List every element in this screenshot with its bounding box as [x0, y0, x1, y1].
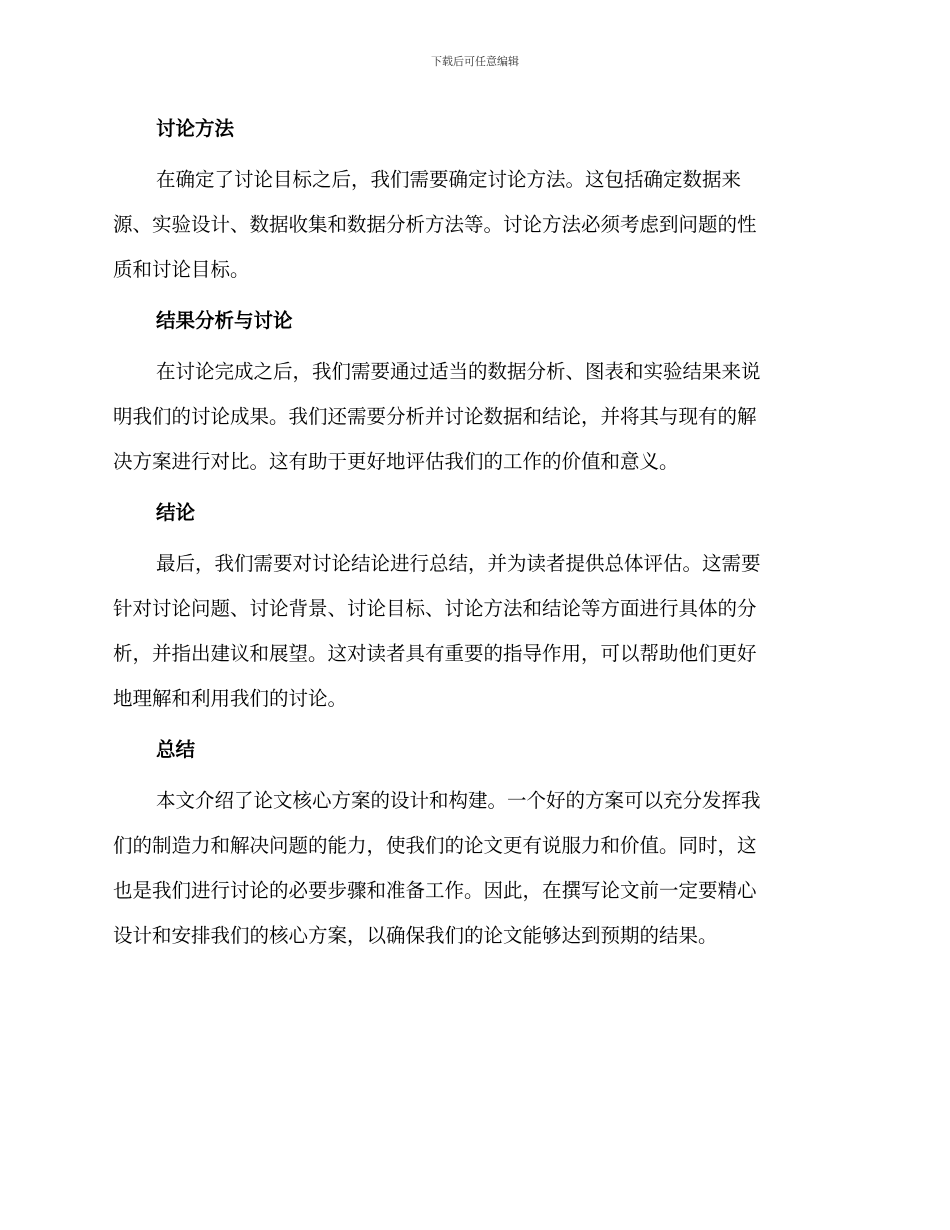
- section-paragraph: [113, 157, 833, 292]
- paragraph-line: 在确定了讨论目标之后，我们需要确定讨论方法。这包括确定数据来: [156, 168, 742, 191]
- document-body: [113, 112, 833, 970]
- section-discussion-method: [113, 112, 833, 292]
- paragraph-line: 也是我们进行讨论的必要步骤和准备工作。因此，在撰写论文前一定要精心: [113, 879, 757, 902]
- paragraph-line: 源、实验设计、数据收集和数据分析方法等。讨论方法必须考虑到问题的性: [113, 213, 757, 236]
- paragraph-line: 设计和安排我们的核心方案，以确保我们的论文能够达到预期的结果。: [113, 924, 718, 947]
- section-heading: 讨论方法: [156, 117, 235, 140]
- paragraph-line: 析，并指出建议和展望。这对读者具有重要的指导作用，可以帮助他们更好: [113, 642, 757, 665]
- paragraph-line: 在讨论完成之后，我们需要通过适当的数据分析、图表和实验结果来说: [156, 360, 761, 383]
- section-paragraph: [113, 541, 833, 721]
- paragraph-line: 最后，我们需要对讨论结论进行总结，并为读者提供总体评估。这需要: [156, 552, 761, 575]
- section-heading: 结论: [156, 501, 196, 524]
- section-heading: 结果分析与讨论: [156, 309, 293, 332]
- section-conclusion: [113, 496, 833, 721]
- paragraph-line: 决方案进行对比。这有助于更好地评估我们的工作的价值和意义。: [113, 450, 679, 473]
- paragraph-line: 明我们的讨论成果。我们还需要分析并讨论数据和结论，并将其与现有的解: [113, 405, 757, 428]
- page-header: 下载后可任意编辑: [431, 55, 519, 68]
- paragraph-line: 们的制造力和解决问题的能力，使我们的论文更有说服力和价值。同时，这: [113, 834, 757, 857]
- section-heading: 总结: [156, 738, 196, 761]
- section-summary: [113, 733, 833, 958]
- paragraph-line: 针对讨论问题、讨论背景、讨论目标、讨论方法和结论等方面进行具体的分: [113, 597, 757, 620]
- paragraph-line: 质和讨论目标。: [113, 258, 250, 281]
- section-results-analysis: [113, 304, 833, 484]
- paragraph-line: 本文介绍了论文核心方案的设计和构建。一个好的方案可以充分发挥我: [156, 789, 761, 812]
- paragraph-line: 地理解和利用我们的讨论。: [113, 687, 348, 710]
- section-paragraph: [113, 349, 833, 484]
- section-paragraph: [113, 778, 833, 958]
